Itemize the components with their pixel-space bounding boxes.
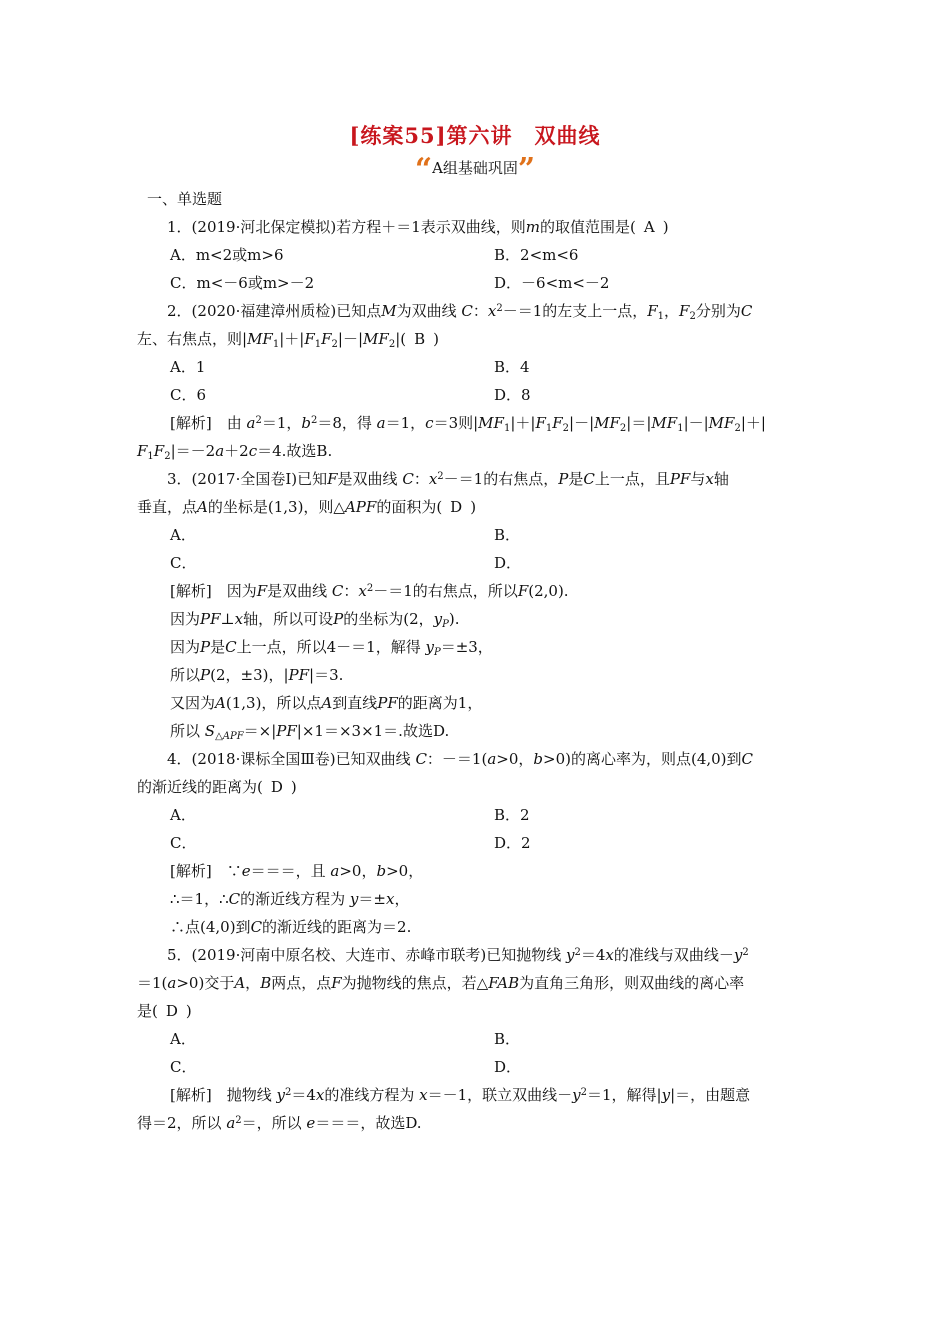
q3-analysis-line1: [解析] 因为F是双曲线 C：$x^2-=1$的右焦点，所以F(2,0). bbox=[170, 582, 569, 600]
title-part2: 双曲线 bbox=[534, 123, 601, 148]
q5-analysis-line1: [解析] 抛物线 $y^2=4x$的准线方程为 x＝－1，联立双曲线$-y^2=1$，解得|y|＝，由题意 bbox=[170, 1086, 751, 1104]
answer-5: D bbox=[165, 1002, 178, 1020]
answer-2: B bbox=[414, 330, 426, 348]
q2-option-c: C．6 bbox=[170, 386, 207, 404]
section-heading: 一、单选题 bbox=[147, 190, 223, 208]
answer-4: D bbox=[270, 778, 283, 796]
q3-analysis-line4: 所以P(2，±3)，|PF|＝3. bbox=[170, 666, 344, 684]
question-2-line1: 2．(2020·福建漳州质检)已知点M为双曲线 C：$x^2-=1$的左支上一点，$F_1$，$F_2$分别为C bbox=[167, 302, 753, 322]
q4-analysis-line2: ∴＝1，∴C的渐近线方程为 y＝±x， bbox=[170, 890, 410, 908]
group-label bbox=[0, 152, 950, 187]
q3-analysis-line6: 所以 $S_{\triangle APF}=\times|PF|\times 1=\times 3\times 1=$.故选D. bbox=[170, 722, 450, 742]
q5-option-d: D． bbox=[494, 1058, 522, 1076]
q5-option-b: B． bbox=[494, 1030, 521, 1048]
q3-option-d: D． bbox=[494, 554, 522, 572]
page-title bbox=[0, 120, 950, 150]
answer-1: A bbox=[643, 218, 655, 236]
q3-analysis-line3: 因为P是C上一点，所以4－＝1，解得 $y_P=\pm 3$， bbox=[170, 638, 493, 658]
q4-option-b: B．2 bbox=[494, 806, 530, 824]
q4-option-c: C． bbox=[170, 834, 197, 852]
q3-analysis-line5: 又因为A(1,3)，所以点A到直线PF的距离为1， bbox=[170, 694, 483, 712]
q2-option-d: D．8 bbox=[494, 386, 531, 404]
q2-option-a: A．1 bbox=[170, 358, 206, 376]
q1-option-a: A．m<2或m>6 bbox=[170, 246, 284, 264]
group-label-text: A组基础巩固 bbox=[432, 159, 518, 177]
q3-option-a: A． bbox=[170, 526, 196, 544]
q2-analysis-line2: $F_1F_2|=-2a+2c=4$.故选B. bbox=[137, 442, 333, 462]
q1-option-c: C．m<－6或m>－2 bbox=[170, 274, 315, 292]
q4-option-d: D．2 bbox=[494, 834, 531, 852]
q2-analysis-line1: [解析] 由 $a^2=1$，$b^2=8$，得 a＝1，c＝3则$|MF_1|+|F_1F_2|-|MF_2|=|MF_1|-|MF_2|+|$ bbox=[170, 414, 766, 434]
q5-option-a: A． bbox=[170, 1030, 196, 1048]
open-quote-icon: “ bbox=[414, 152, 433, 187]
q3-option-b: B． bbox=[494, 526, 521, 544]
q1-option-b: B．2<m<6 bbox=[494, 246, 579, 264]
question-2-line2: 左、右焦点，则$|MF_1|+|F_1F_2|-|MF_2|$( B ) bbox=[137, 330, 439, 350]
question-3-line1: 3．(2017·全国卷Ⅰ)已知F是双曲线 C：$x^2-=1$的右焦点，P是C上一点，且PF与x轴 bbox=[167, 470, 729, 488]
q5-option-c: C． bbox=[170, 1058, 197, 1076]
q4-option-a: A． bbox=[170, 806, 196, 824]
question-4-line1: 4．(2018·课标全国Ⅲ卷)已知双曲线 C：－＝1(a>0，b>0)的离心率为，则点(4,0)到C bbox=[167, 750, 754, 768]
question-5-line1: 5．(2019·河南中原名校、大连市、赤峰市联考)已知抛物线 $y^2=4x$的准线与双曲线$-y^2$ bbox=[167, 946, 749, 964]
q2-option-b: B．4 bbox=[494, 358, 530, 376]
title-part1: [练案55]第六讲 bbox=[349, 123, 513, 148]
q4-analysis-line1: [解析] ∵e＝＝＝，且 a>0，b>0， bbox=[170, 862, 424, 880]
q4-analysis-line3: ∴点(4,0)到C的渐近线的距离为＝2. bbox=[170, 918, 412, 936]
answer-3: D bbox=[450, 498, 463, 516]
question-5-line2: ＝1(a>0)交于A，B两点，点F为抛物线的焦点，若△FAB为直角三角形，则双曲线的离心率 bbox=[137, 974, 745, 992]
q1-option-d: D．－6<m<－2 bbox=[494, 274, 610, 292]
question-4-line2: 的渐近线的距离为( D ) bbox=[137, 778, 297, 796]
q3-option-c: C． bbox=[170, 554, 197, 572]
q3-analysis-line2: 因为PF⊥x轴，所以可设P的坐标为(2，$y_P$). bbox=[170, 610, 460, 630]
question-1: 1．(2019·河北保定模拟)若方程＋＝1表示双曲线，则m的取值范围是( A ) bbox=[167, 218, 669, 236]
q5-analysis-line2: 得＝2，所以 $a^2=$，所以 e＝＝＝，故选D. bbox=[137, 1114, 422, 1132]
question-5-line3: 是( D ) bbox=[137, 1002, 192, 1020]
close-quote-icon: ” bbox=[517, 152, 536, 187]
question-3-line2: 垂直，点A的坐标是(1,3)，则△APF的面积为( D ) bbox=[137, 498, 477, 516]
